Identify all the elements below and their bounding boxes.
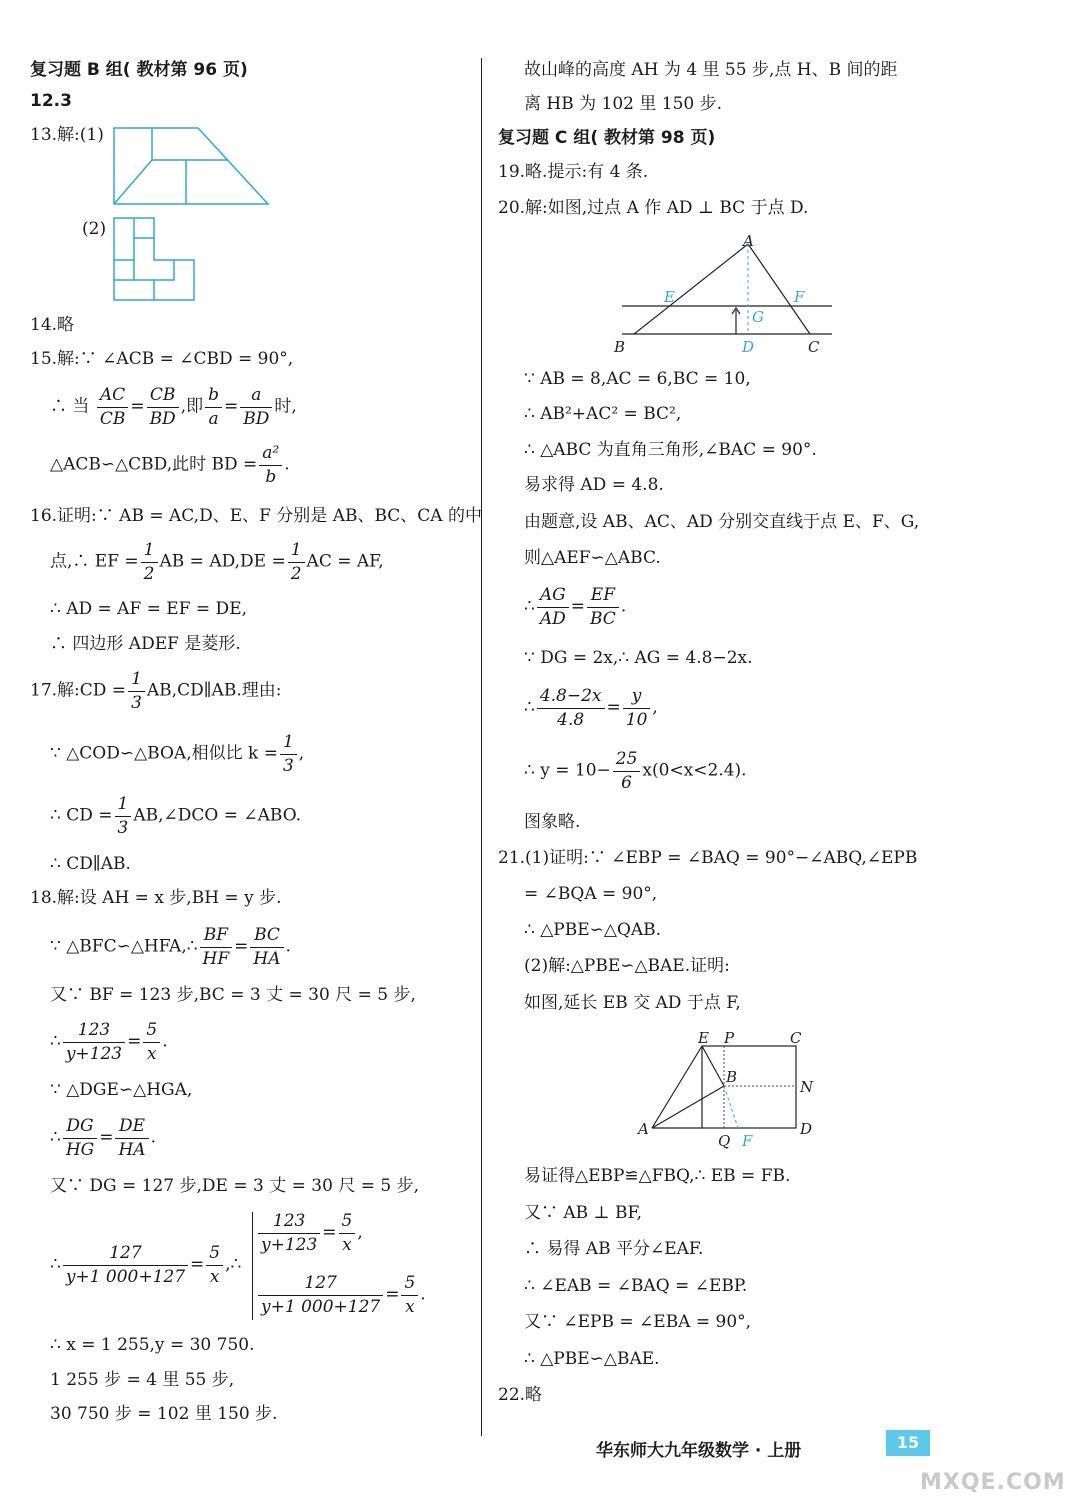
q15-pre: ∴ 当 [50, 396, 90, 417]
q18-line9: ∴ x = 1 255,y = 30 750. [50, 1335, 255, 1355]
q17-line1 [30, 670, 281, 712]
q20-l4: ∴ △ABC 为直角三角形,∠BAC = 90°. [524, 440, 817, 460]
footer-book-title: 华东师大九年级数学 · 上册 [596, 1441, 802, 1461]
fraction: $\frac{1}{3}$ [115, 795, 132, 837]
q16-line2 [50, 541, 384, 583]
period: . [150, 1127, 156, 1148]
q20-l2: ∵ AB = 8,AC = 6,BC = 10, [524, 369, 751, 389]
q17-post: AB,CD∥AB.理由: [146, 680, 282, 701]
therefore-comma: ,∴ [225, 1254, 242, 1275]
equals: = [606, 697, 621, 718]
q13-head: 13.解:(1) [30, 125, 104, 145]
label-a: A [638, 1120, 649, 1138]
q18-line4 [50, 1021, 168, 1063]
equals: = [385, 1284, 400, 1305]
fig2-line [134, 260, 174, 280]
fraction: $\frac{1}{2}$ [288, 541, 305, 583]
fraction: $\frac{DG}{HG}$ [63, 1117, 97, 1159]
fraction: $\frac{\text{a²}}{b}$ [259, 444, 282, 486]
q20-l3: ∴ AB²+AC² = BC², [524, 404, 682, 424]
q21-l10: 又∵ ∠EPB = ∠EBA = 90°, [524, 1312, 752, 1332]
fraction: $\frac{y}{10}$ [623, 687, 651, 729]
q17-pre: 17.解:CD = [30, 680, 127, 701]
trapezoid-outline [114, 128, 268, 204]
equals: = [190, 1254, 205, 1275]
label-g: G [752, 308, 764, 326]
q21-l4: (2)解:△PBE∽△BAE.证明: [524, 956, 730, 976]
fraction: $\frac{1}{3}$ [280, 733, 297, 775]
segment-ae [652, 1046, 702, 1128]
q21-l8: ∴ 易得 AB 平分∠EAF. [524, 1239, 704, 1259]
q20-l7: 则△AEF∽△ABC. [524, 548, 661, 568]
q12-text: 12.3 [30, 91, 72, 111]
comma: , [357, 1222, 363, 1243]
q20-l6: 由题意,设 AB、AC、AD 分别交直线于点 E、F、G, [524, 512, 920, 532]
fraction: $\frac{5}{x}$ [339, 1212, 356, 1254]
column-divider [481, 58, 482, 1436]
q21-l1: 21.(1)证明:∵ ∠EBP = ∠BAQ = 90°−∠ABQ,∠EPB [498, 848, 918, 868]
system-brace [252, 1212, 253, 1320]
q16-line1: 16.证明:∵ AB = AC,D、E、F 分别是 AB、BC、CA 的中 [30, 506, 482, 526]
q20-l9: ∵ DG = 2x,∴ AG = 4.8−2x. [524, 648, 753, 668]
q18-system-eq1 [256, 1212, 363, 1254]
fraction: $\frac{25}{6}$ [613, 750, 641, 792]
q18-line8-left [50, 1244, 241, 1286]
q20-l5: 易求得 AD = 4.8. [524, 475, 664, 495]
comma: , [298, 743, 305, 764]
q17-line3-post: AB,∠DCO = ∠ABO. [133, 805, 302, 826]
q16-line4: ∴ 四边形 ADEF 是菱形. [50, 634, 241, 654]
q15-line3 [50, 444, 290, 486]
therefore: ∴ [524, 697, 535, 718]
q17-line2-pre: ∵ △COD∽△BOA,相似比 k = [50, 743, 278, 764]
period: . [284, 454, 290, 475]
fraction: $\frac{AC}{CB}$ [97, 386, 129, 428]
q18-line5: ∵ △DGE∽△HGA, [50, 1080, 193, 1100]
q16-line3: ∴ AD = AF = EF = DE, [50, 599, 248, 619]
q21-l6: 易证得△EBP≌△FBQ,∴ EB = FB. [524, 1166, 791, 1186]
q14 [30, 317, 74, 334]
section-b-heading: 复习题 B 组( 教材第 96 页) [30, 60, 248, 80]
therefore: ∴ [50, 1127, 61, 1148]
q18-cont1: 故山峰的高度 AH 为 4 里 55 步,点 H、B 间的距 [524, 60, 898, 80]
page-number: 15 [886, 1430, 930, 1456]
q15-line3-pre: △ACB∽△CBD,此时 BD = [50, 454, 258, 475]
q18-line2-pre: ∵ △BFC∽△HFA,∴ [50, 936, 198, 957]
fraction: $\frac{5}{x}$ [206, 1244, 223, 1286]
q16-mid: AB = AD,DE = [159, 551, 286, 572]
comma: , [652, 697, 658, 718]
q18-line1: 18.解:设 AH = x 步,BH = y 步. [30, 888, 282, 908]
q20-l8 [524, 586, 626, 628]
fraction: $\frac{DE}{HA}$ [115, 1117, 148, 1159]
q17-line4: ∴ CD∥AB. [50, 854, 131, 874]
q12 [30, 93, 72, 110]
q20-l11 [524, 750, 747, 792]
side-ab [634, 244, 748, 334]
label-b: B [614, 338, 626, 356]
label-f: F [742, 1132, 753, 1150]
q20-line1: 20.解:如图,过点 A 作 AD ⊥ BC 于点 D. [498, 198, 809, 218]
fig1-line [114, 160, 152, 204]
label-b: B [726, 1068, 738, 1086]
q13-figure-1 [110, 124, 274, 208]
q21-l3: ∴ △PBE∽△QAB. [524, 920, 662, 940]
q21-l7: 又∵ AB ⊥ BF, [524, 1203, 643, 1223]
label-q: Q [718, 1132, 731, 1150]
label-c: C [808, 338, 820, 356]
fraction: $\frac{4.8-2x}{4.8}$ [537, 687, 605, 729]
fraction: $\frac{EF}{BC}$ [587, 586, 619, 628]
label-f: F [794, 288, 805, 306]
fraction: $\frac{a}{BD}$ [240, 386, 272, 428]
label-p: P [724, 1029, 735, 1047]
q17-line3-pre: ∴ CD = [50, 805, 113, 826]
equals: = [234, 936, 249, 957]
equals: = [322, 1222, 337, 1243]
q22: 22.略 [498, 1385, 543, 1405]
q15-post: 时, [274, 396, 297, 417]
fraction: $\frac{CB}{BD}$ [147, 386, 179, 428]
fraction: $\frac{1}{2}$ [141, 541, 158, 583]
q21-l11: ∴ △PBE∽△BAE. [524, 1349, 660, 1369]
q20-l10 [524, 687, 658, 729]
period: . [420, 1284, 426, 1305]
period: . [620, 596, 627, 617]
fig2-line [114, 218, 134, 260]
equals: = [570, 596, 585, 617]
fraction: $\frac{5}{x}$ [143, 1021, 160, 1063]
q18-line2 [50, 926, 291, 968]
therefore: ∴ [50, 1031, 61, 1052]
q19: 19.略.提示:有 4 条. [498, 162, 649, 182]
watermark: MXQE.COM [920, 1470, 1066, 1495]
fraction: $\frac{BC}{HA}$ [250, 926, 283, 968]
period: . [285, 936, 291, 957]
label-n: N [800, 1078, 814, 1096]
q20-l12: 图象略. [524, 812, 581, 832]
q18-line7: 又∵ DG = 127 步,DE = 3 丈 = 30 尺 = 5 步, [50, 1176, 419, 1196]
segment-eb [702, 1046, 724, 1086]
q21-figure [632, 1026, 822, 1154]
q21-l2: = ∠BQA = 90°, [524, 884, 658, 904]
q15-line1: 15.解:∵ ∠ACB = ∠CBD = 90°, [30, 349, 294, 369]
q21-l5: 如图,延长 EB 交 AD 于点 F, [524, 993, 741, 1013]
segment-ab [652, 1086, 724, 1128]
fraction: $\frac{123}{y+123}$ [63, 1021, 125, 1063]
q15-mid: ,即 [180, 396, 204, 417]
q20-l11-post: x(0<x<2.4). [642, 760, 747, 781]
q18-system-eq2 [256, 1274, 426, 1316]
q15-line2 [50, 386, 297, 428]
label-d: D [742, 338, 755, 356]
fraction: $\frac{1}{3}$ [128, 670, 145, 712]
therefore: ∴ [524, 596, 535, 617]
equals: = [99, 1127, 114, 1148]
q21-l9: ∴ ∠EAB = ∠BAQ = ∠EBP. [524, 1276, 748, 1296]
q20-figure [612, 230, 832, 356]
section-c-heading: 复习题 C 组( 教材第 98 页) [498, 128, 716, 148]
rectangle-pcdq [702, 1046, 796, 1128]
label-c: C [790, 1029, 802, 1047]
q18-line6 [50, 1117, 156, 1159]
q14-text: 14.略 [30, 315, 75, 335]
label-a: A [743, 232, 754, 250]
fraction: $\frac{AG}{AD}$ [537, 586, 569, 628]
period: . [162, 1031, 168, 1052]
fraction: $\frac{5}{x}$ [401, 1274, 418, 1316]
q20-l11-pre: ∴ y = 10− [524, 760, 611, 781]
extension-bf [724, 1086, 738, 1128]
q18-line3: 又∵ BF = 123 步,BC = 3 丈 = 30 尺 = 5 步, [50, 985, 416, 1005]
label-e: E [664, 288, 675, 306]
q16-pre: 点,∴ EF = [50, 551, 139, 572]
fraction: $\frac{123}{y+123}$ [258, 1212, 320, 1254]
q18-line11: 30 750 步 = 102 里 150 步. [50, 1404, 278, 1424]
label-e: E [698, 1029, 709, 1047]
label-d: D [800, 1120, 813, 1138]
fraction: $\frac{BF}{HF}$ [200, 926, 233, 968]
fraction: $\frac{127}{y+1 000+127}$ [63, 1244, 188, 1286]
q18-cont2: 离 HB 为 102 里 150 步. [524, 94, 723, 114]
q18-line10: 1 255 步 = 4 里 55 步, [50, 1370, 235, 1390]
equals: = [127, 1031, 142, 1052]
q13-part2: (2) [82, 219, 107, 239]
q17-line3 [50, 795, 301, 837]
fraction: $\frac{127}{y+1 000+127}$ [258, 1274, 383, 1316]
equals: = [130, 396, 145, 417]
fraction: $\frac{b}{a}$ [205, 386, 222, 428]
equals: = [223, 396, 239, 417]
therefore: ∴ [50, 1254, 61, 1275]
q13-figure-2 [110, 214, 196, 304]
q16-post: AC = AF, [306, 551, 384, 572]
q17-line2 [50, 733, 304, 775]
